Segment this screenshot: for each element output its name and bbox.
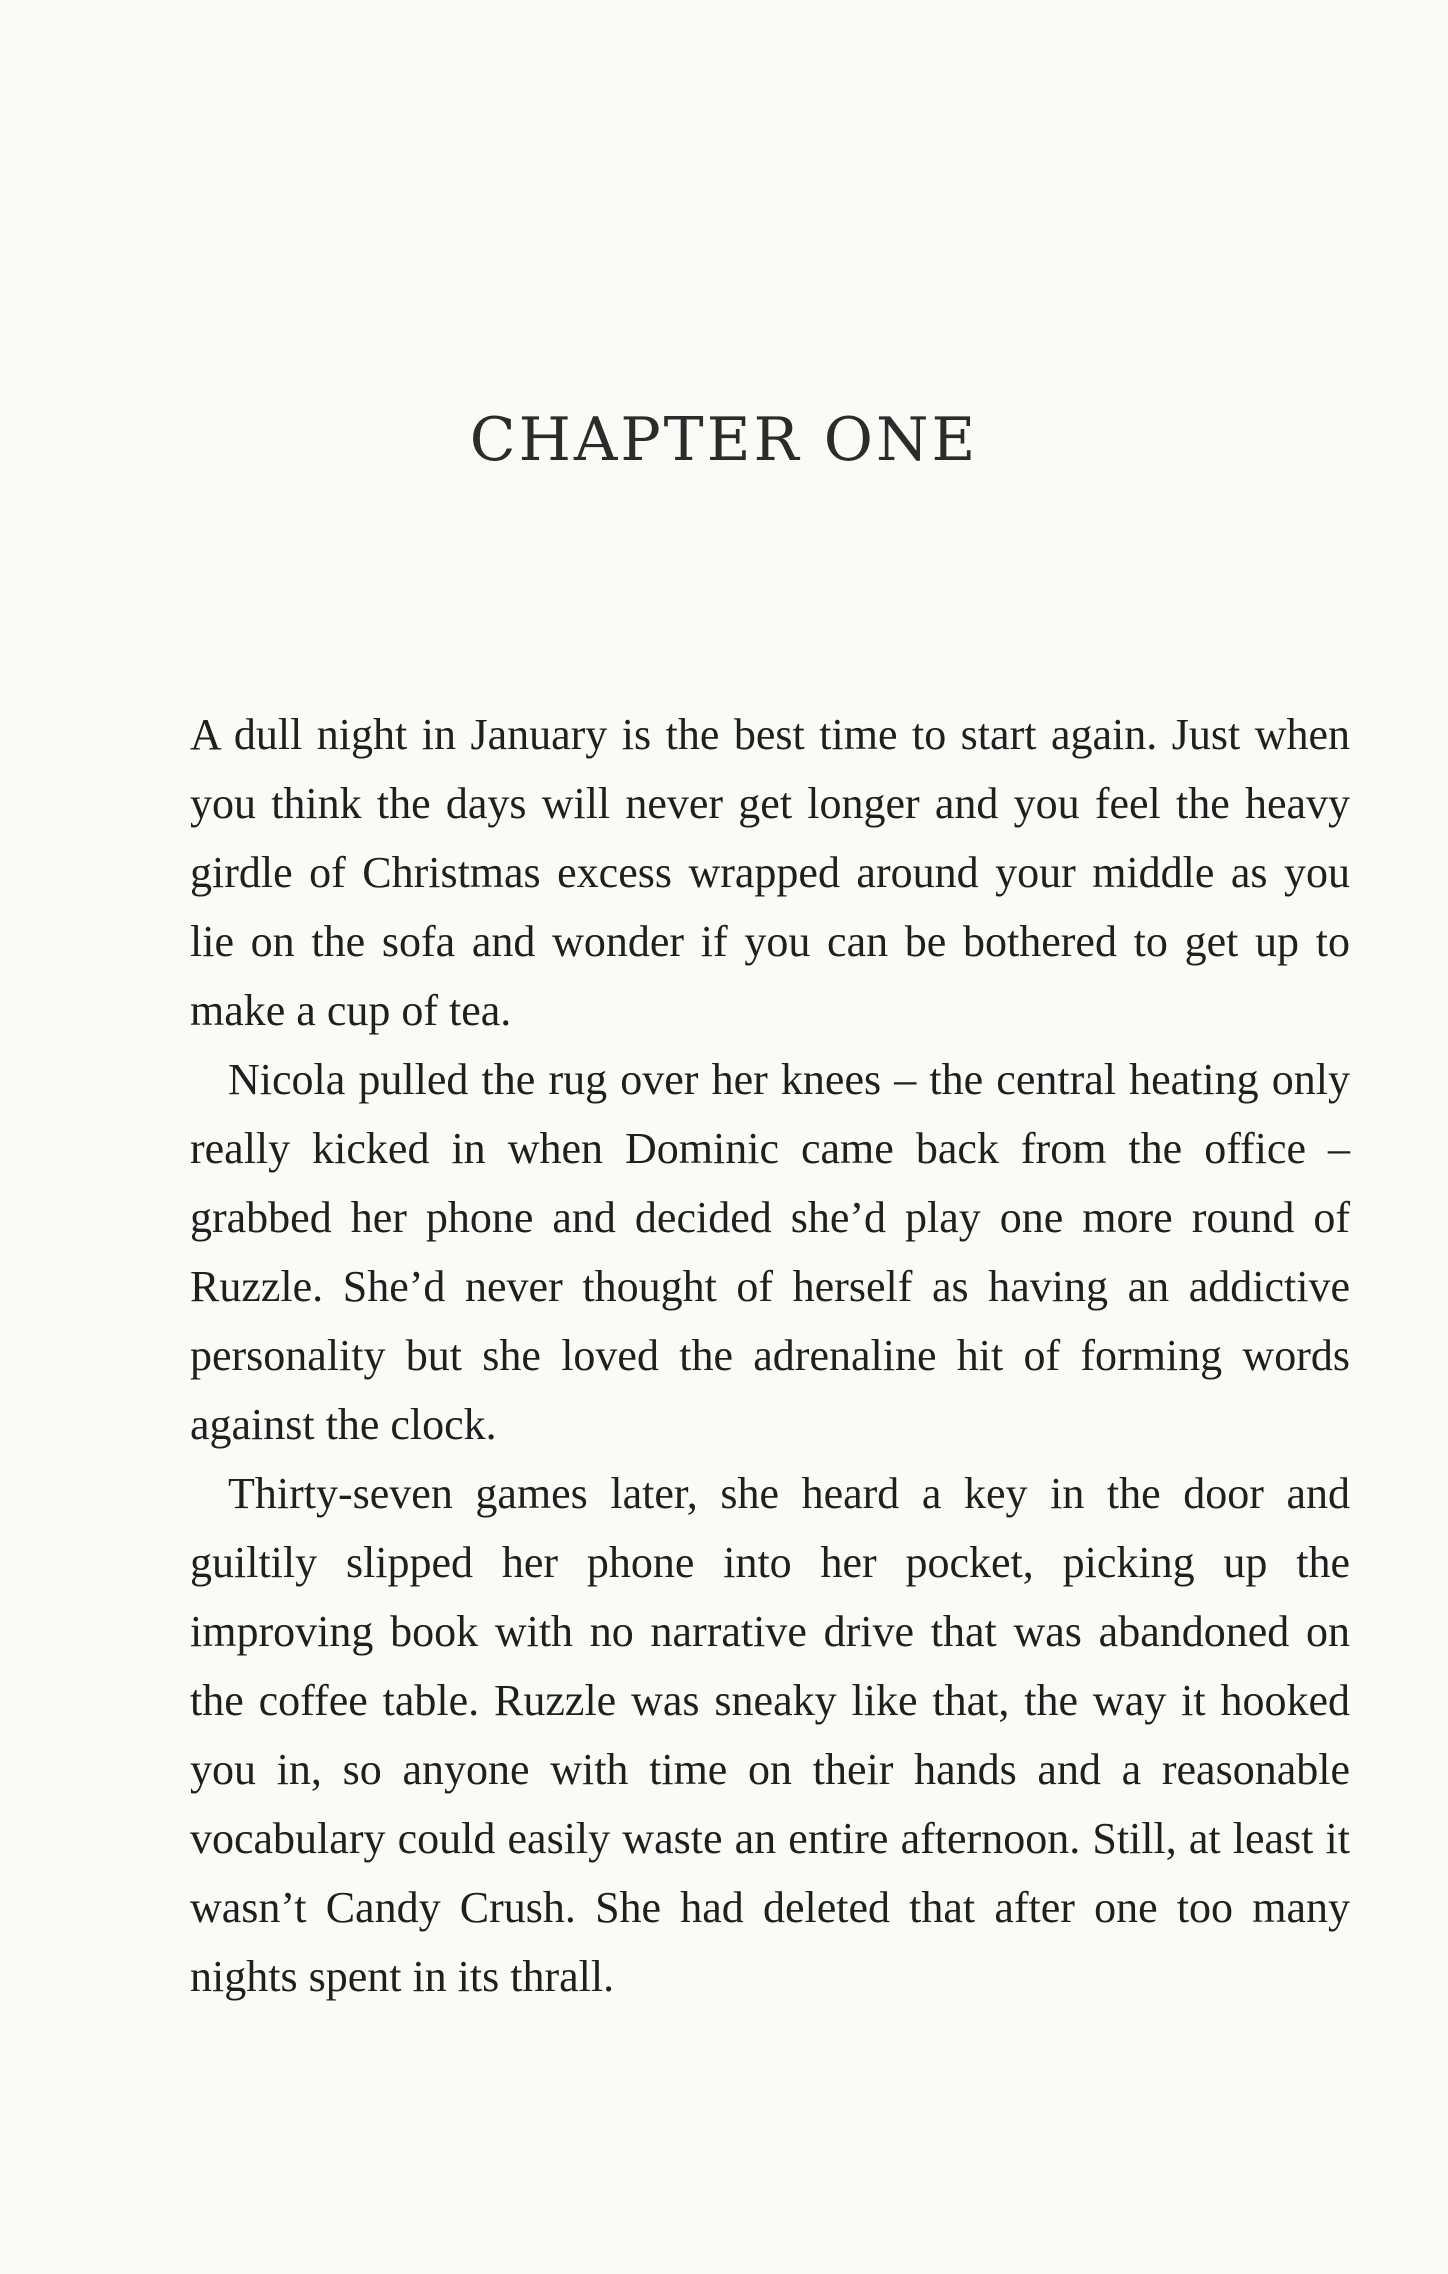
paragraph-3: Thirty-seven games later, she heard a key in the door and guiltily slipped her phone into her pocket, picking up the improving book with no narrative drive that was abandoned on the coffee table. Ruzzle was sneaky like that, the way it hooked you in, so anyone with time on their hands and a reasonable vocabulary could easily waste an entire afternoon. Still, at least it wasn’t Candy Crush. She had deleted that after one too many nights spent in its thrall. [190,1469,1350,2001]
chapter-body [190,700,1350,2011]
paragraph-2: Nicola pulled the rug over her knees – the central heating only really kicked in when Dominic came back from the office – grabbed her phone and decided she’d play one more round of Ruzzle. She’d never thought of herself as having an addictive personality but she loved the adrenaline hit of forming words against the clock. [190,1055,1350,1449]
chapter-title: CHAPTER ONE [469,405,979,475]
paragraph-1: A dull night in January is the best time to start again. Just when you think the days will never get longer and you feel the heavy girdle of Christmas excess wrapped around your middle as you lie on the sofa and wonder if you can be bothered to get up to make a cup of tea. [190,710,1350,1035]
